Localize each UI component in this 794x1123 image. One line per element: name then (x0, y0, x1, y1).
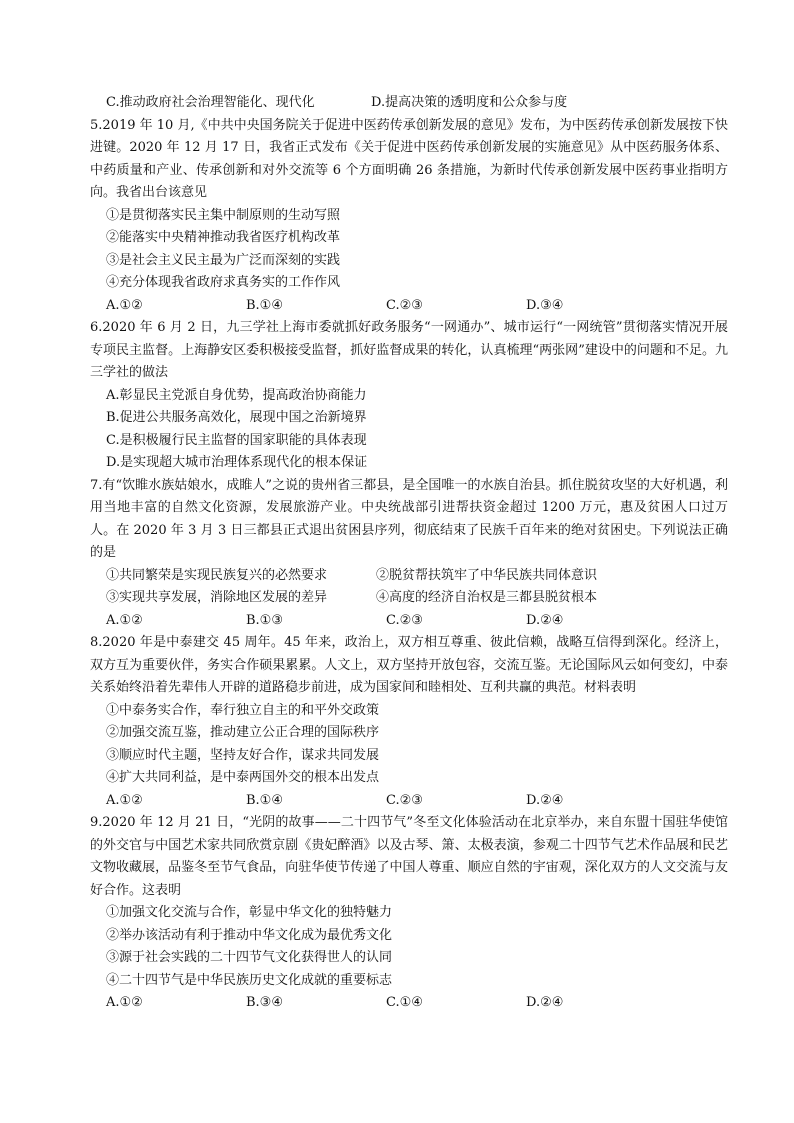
option-b: B.①④ (246, 297, 283, 313)
statement-1: ①是贯彻落实民主集中制原则的生动写照 (106, 207, 341, 223)
option-c: C.②③ (386, 612, 423, 628)
statement-3: ③源于社会实践的二十四节气文化获得世人的认同 (106, 950, 393, 965)
question-stem: 7.有“饮睢水族姑娘水，成睢人”之说的贵州省三都县，是全国唯一的水族自治县。抓住脱贫攻坚的大好机遇，利用当地丰富的自然文化资源，发展旅游产业。中央统战部引进帮扶资金超过 1200 万元，惠及贫困人口过万人。在 2020 年 3 月 3 日三都县正式退出贫困县序列，彻底结束了民族千百年来的绝对贫困史。下列说法正确的是 (90, 477, 728, 560)
options-row (90, 790, 728, 813)
options-row (90, 992, 728, 1015)
option-c: C.①④ (386, 995, 423, 1010)
option-c: C.推动政府社会治理智能化、现代化 (106, 95, 315, 110)
statement-pair (90, 587, 728, 610)
statement-1: ①中泰务实合作，奉行独立自主的和平外交政策 (106, 702, 380, 718)
option-a: A.①② (106, 297, 143, 313)
statement-4: ④扩大共同利益，是中泰两国外交的根本出发点 (106, 770, 380, 785)
statement-3: ③实现共享发展，消除地区发展的差异 (106, 590, 328, 605)
question-stem: 8.2020 年是中泰建交 45 周年。45 年来，政治上，双方相互尊重、彼此信赖，战略互信得到深化。经济上，双方互为重要伙伴，务实合作硕果累累。人文上，双方坚持开放包容，交流互鉴。无论国际风云如何变幻，中泰关系始终沿着先辈伟人开辟的道路稳步前进，成为国家间和睦相处、互利共赢的典范。材料表明 (90, 635, 728, 695)
choice-d: D.是实现超大城市治理体系现代化的根本保证 (106, 455, 368, 470)
statement-3: ③顺应时代主题，坚持友好合作，谋求共同发展 (106, 747, 380, 763)
question-stem: 6.2020 年 6 月 2 日，九三学社上海市委就抓好政务服务“一网通办”、城市运行“一网统管”贯彻落实情况开展专项民主监督。上海静安区委积极接受监督，抓好监督成果的转化，认真梳理“两张网”建设中的问题和不足。九三学社的做法 (90, 320, 728, 380)
statement-1: ①加强文化交流与合作，彰显中华文化的独特魅力 (106, 905, 393, 920)
question-stem: 9.2020 年 12 月 21 日，“光阴的故事——二十四节气”冬至文化体验活动在北京举办，来自东盟十国驻华使馆的外交官与中国艺术家共同欣赏京剧《贵妃醉酒》以及古琴、箫、太极表演，参观二十四节气艺术作品展和民艺文物收藏展，品鉴冬至节气食品，向驻华使节传递了中国人尊重、顺应自然的宇宙观，深化双方的人文交流与友好合作。这表明 (90, 815, 728, 898)
option-b: B.①③ (246, 612, 283, 628)
option-a: A.①② (106, 995, 143, 1010)
option-d: D.②④ (526, 792, 564, 808)
statement-2: ②脱贫帮扶筑牢了中华民族共同体意识 (376, 567, 598, 583)
question-8 (90, 632, 728, 812)
statement-3: ③是社会主义民主最为广泛而深刻的实践 (106, 252, 341, 268)
option-d: D.③④ (526, 297, 564, 313)
statement-2: ②能落实中央精神推动我省医疗机构改革 (106, 230, 341, 245)
option-d: D.②④ (526, 612, 564, 628)
choice-a: A.彰显民主党派自身优势，提高政治协商能力 (106, 387, 367, 403)
statement-2: ②加强交流互鉴，推动建立公正合理的国际秩序 (106, 725, 380, 740)
options-row (90, 610, 728, 633)
statement-4: ④二十四节气是中华民族历史文化成就的重要标志 (106, 972, 393, 988)
choice-b: B.促进公共服务高效化，展现中国之治新境界 (106, 410, 367, 425)
prev-options-row (90, 92, 728, 115)
statement-4: ④充分体现我省政府求真务实的工作作风 (106, 275, 341, 290)
option-d: D.提高决策的透明度和公众参与度 (371, 95, 568, 110)
question-7 (90, 475, 728, 633)
option-c: C.②③ (386, 297, 423, 313)
question-6 (90, 317, 728, 475)
statement-1: ①共同繁荣是实现民族复兴的必然要求 (106, 567, 328, 583)
options-row (90, 295, 728, 318)
option-b: B.③④ (246, 995, 283, 1010)
option-c: C.②③ (386, 792, 423, 808)
option-b: B.①④ (246, 792, 283, 808)
option-d: D.②④ (526, 995, 564, 1010)
option-a: A.①② (106, 792, 143, 808)
question-stem: 5.2019 年 10 月,《中共中央国务院关于促进中医药传承创新发展的意见》发布，为中医药传承创新发展按下快进键。2020 年 12 月 17 日，我省正式发布《关于促进中医药传承创新发展的实施意见》从中医药服务体系、中药质量和产业、传承创新和对外交流等 6 个方面明确 26 条措施，为新时代传承创新发展中医药事业指明方向。我省出台该意见 (90, 117, 728, 200)
question-5 (90, 115, 728, 318)
statement-4: ④高度的经济自治权是三都县脱贫根本 (376, 590, 598, 605)
option-a: A.①② (106, 612, 143, 628)
statement-pair (90, 565, 728, 588)
choice-c: C.是积极履行民主监督的国家职能的具体表现 (106, 432, 367, 448)
statement-2: ②举办该活动有利于推动中华文化成为最优秀文化 (106, 927, 393, 943)
question-9 (90, 812, 728, 1015)
